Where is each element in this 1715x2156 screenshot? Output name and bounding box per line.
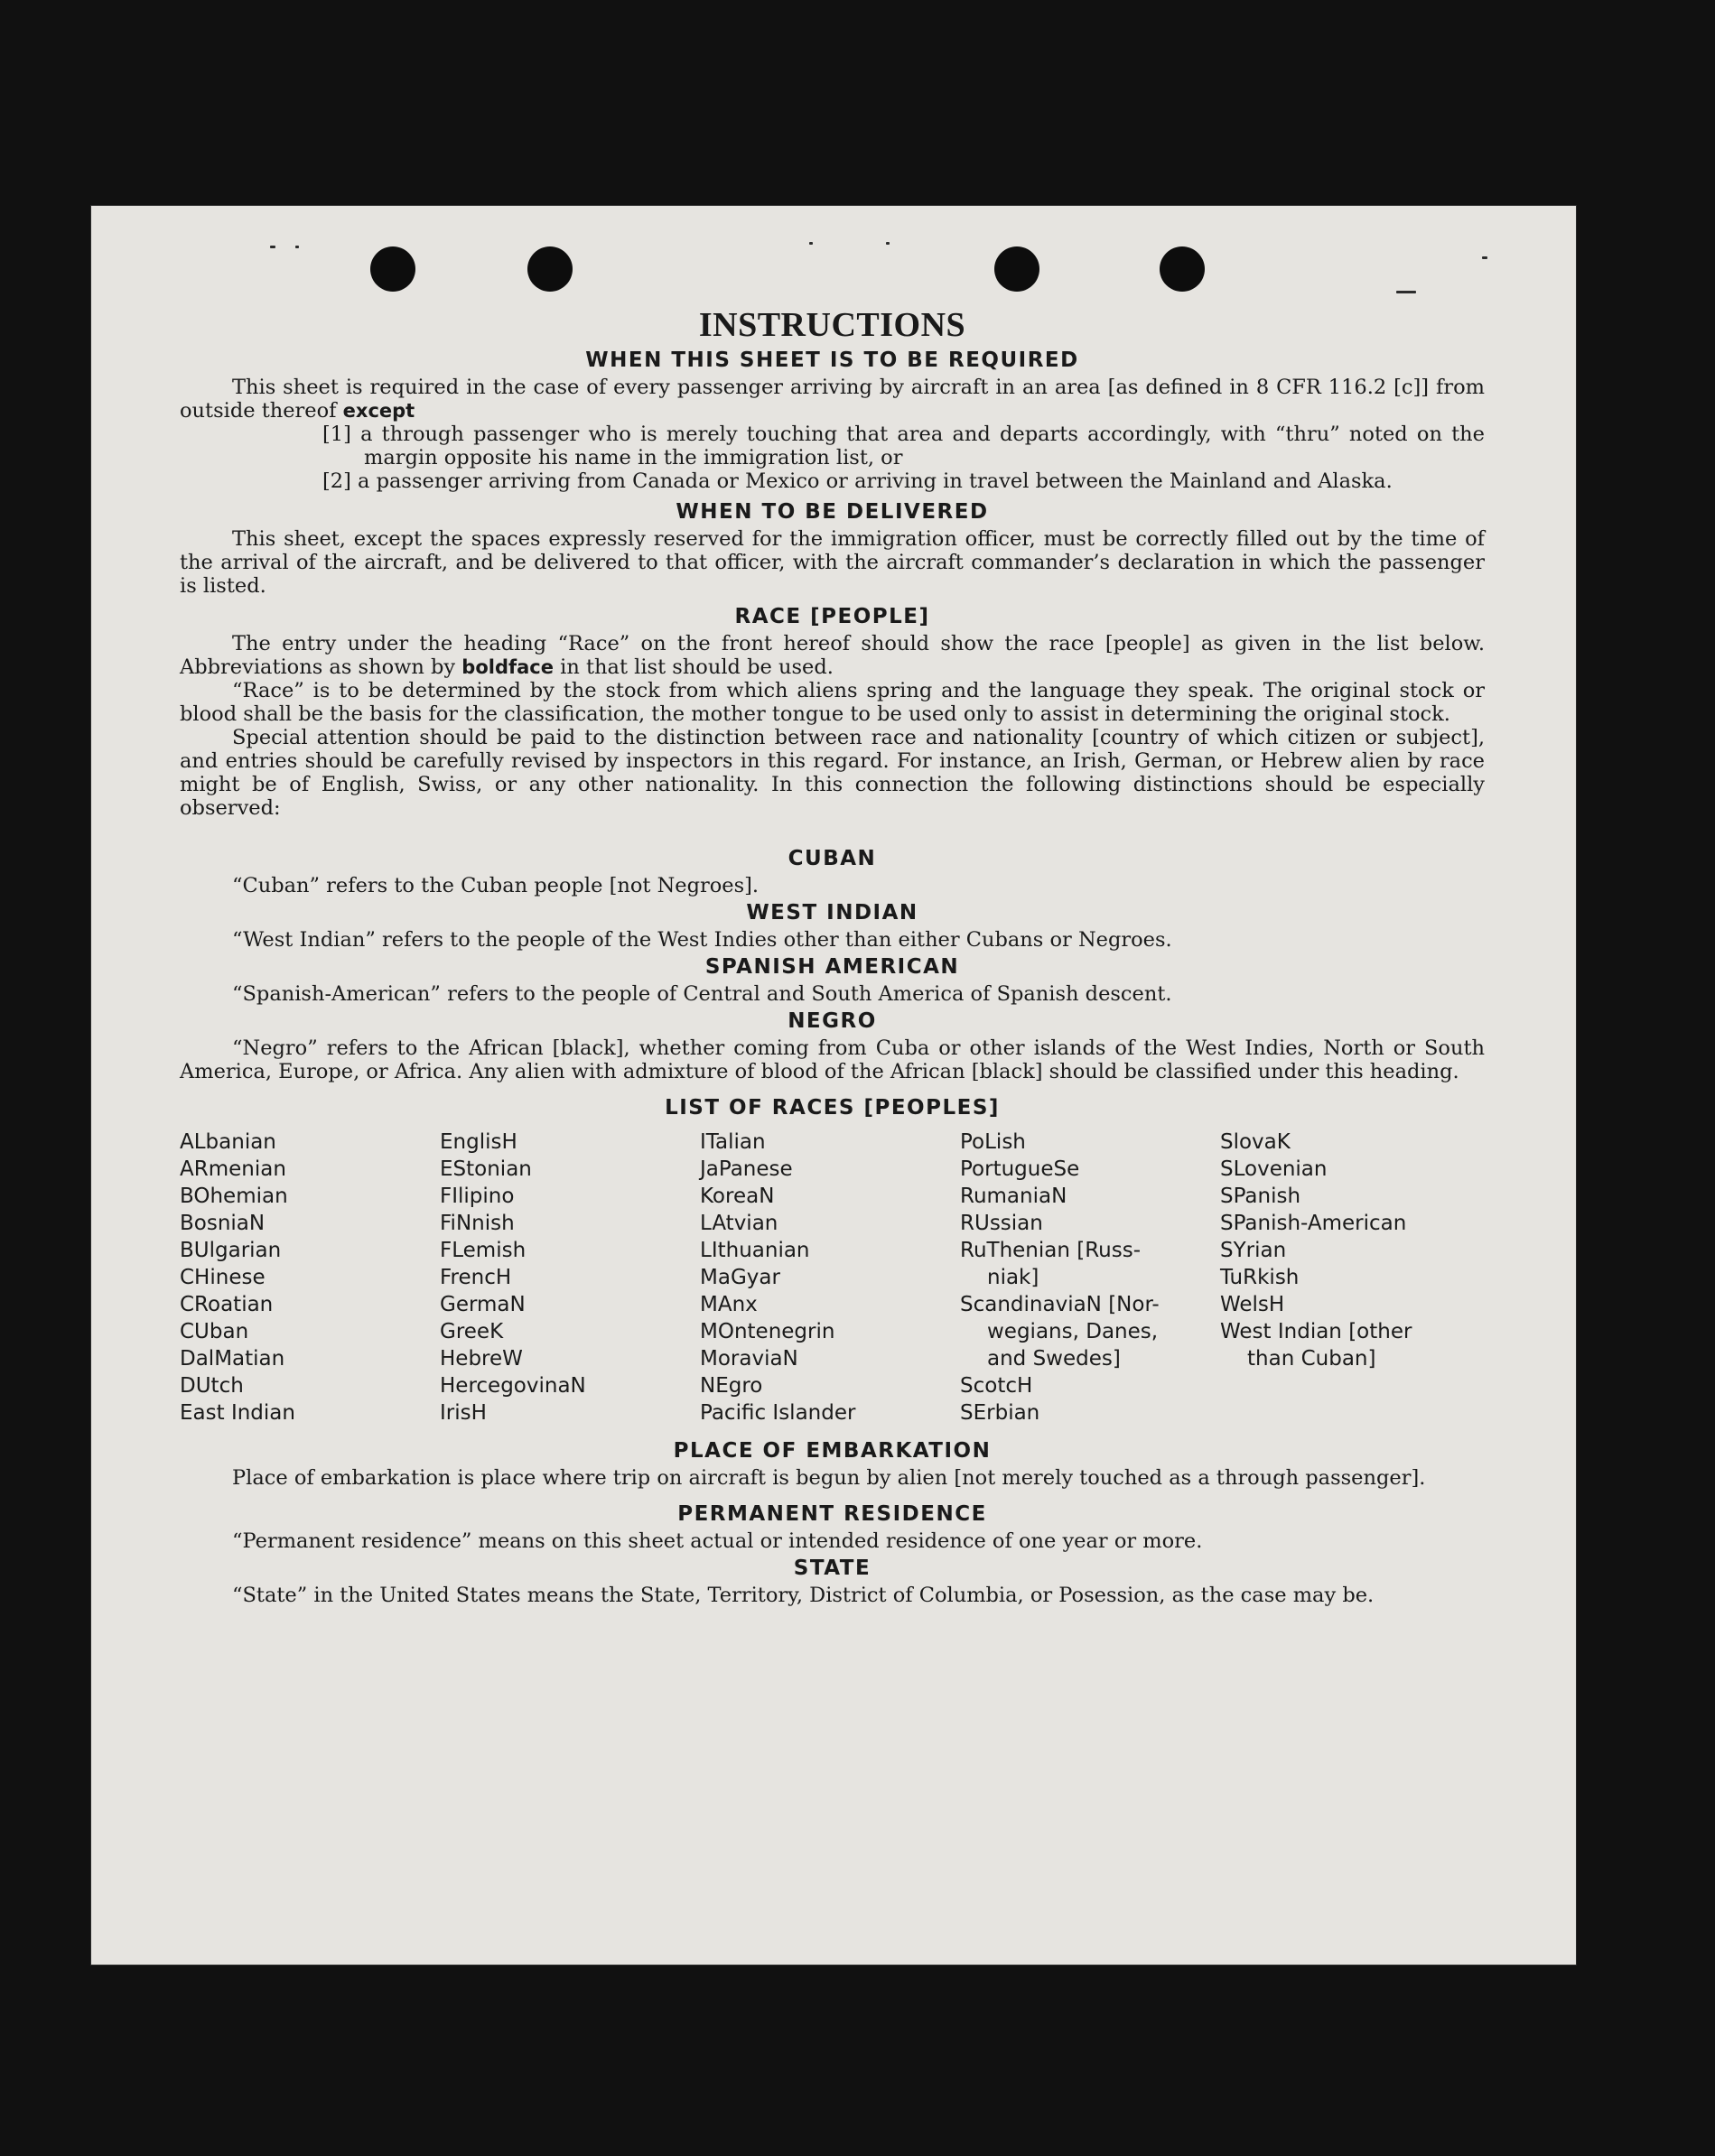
race-item: MoraviaN bbox=[700, 1347, 798, 1371]
race-item: IrisH bbox=[440, 1401, 487, 1425]
race-paragraph-3: Special attention should be paid to the distinction between race and nationality [country of which citizen or subject], and entries should be carefully revised by inspectors in this regard. For instance, an Irish, German, or Hebrew alien by race might be of English, Swiss, or any other nationality. In this connection the following distinctions should be especially observed: bbox=[180, 726, 1485, 820]
heading-cuban: CUBAN bbox=[788, 847, 877, 870]
speck bbox=[886, 242, 890, 245]
race-item: MAnx bbox=[700, 1293, 758, 1316]
when-delivered-text: This sheet, except the spaces expressly reserved for the immigration officer, must be correctly filled out by the time of the arrival of the aircraft, and be delivered to that officer, with the aircraft commander’s declaration in which the passenger is listed. bbox=[180, 527, 1485, 598]
race-item: SPanish bbox=[1220, 1185, 1301, 1208]
race-column-3 bbox=[700, 1129, 960, 1426]
race-item: ScotcH bbox=[960, 1374, 1033, 1398]
race-item: LIthuanian bbox=[700, 1239, 810, 1262]
boldface-word: boldface bbox=[461, 656, 554, 678]
race-item: TuRkish bbox=[1220, 1266, 1300, 1289]
race-item-continued: and Swedes] bbox=[987, 1347, 1121, 1371]
race-item: GermaN bbox=[440, 1293, 526, 1316]
race-column-1 bbox=[180, 1129, 440, 1426]
race-item: MaGyar bbox=[700, 1266, 780, 1289]
race-item: WelsH bbox=[1220, 1293, 1285, 1316]
race-item: BOhemian bbox=[180, 1185, 288, 1208]
race-item: BUlgarian bbox=[180, 1239, 282, 1262]
race-item: JaPanese bbox=[700, 1157, 793, 1181]
race-item: Pacific Islander bbox=[700, 1401, 856, 1425]
spanish-american-text: “Spanish-American” refers to the people of Central and South America of Spanish descent. bbox=[232, 982, 1172, 1006]
race-item: RUssian bbox=[960, 1212, 1043, 1235]
page-title: INSTRUCTIONS bbox=[698, 306, 966, 344]
residence-text: “Permanent residence” means on this sheet actual or intended residence of one year or more. bbox=[232, 1529, 1203, 1553]
instructions-content bbox=[180, 305, 1485, 1607]
west-indian-text: “West Indian” refers to the people of the West Indies other than either Cubans or Negroes. bbox=[232, 928, 1172, 952]
race-item: HercegovinaN bbox=[440, 1374, 586, 1398]
document-sheet bbox=[91, 206, 1576, 1965]
race-column-2 bbox=[440, 1129, 700, 1426]
race-paragraph-1: The entry under the heading “Race” on the front hereof should show the race [people] as given in the list below. Abbreviations as shown by boldface in that list should be used. bbox=[180, 632, 1485, 679]
race-item: SPanish-American bbox=[1220, 1212, 1407, 1235]
cuban-text: “Cuban” refers to the Cuban people [not Negroes]. bbox=[232, 874, 760, 897]
heading-race: RACE [PEOPLE] bbox=[734, 605, 930, 628]
race-item: FrencH bbox=[440, 1266, 512, 1289]
race-item: ARmenian bbox=[180, 1157, 286, 1181]
race-item: DalMatian bbox=[180, 1347, 285, 1371]
when-required-item-1: [1] a through passenger who is merely touching that area and departs accordingly, with “thru” noted on the margin opposite his name in the immigration list, or bbox=[322, 423, 1485, 469]
heading-west-indian: WEST INDIAN bbox=[746, 901, 918, 925]
except-word: except bbox=[342, 400, 415, 422]
race-item: BosniaN bbox=[180, 1212, 266, 1235]
speck bbox=[809, 242, 813, 245]
race-item-continued: than Cuban] bbox=[1247, 1347, 1376, 1371]
punch-hole-4 bbox=[1160, 246, 1205, 292]
race-item: SErbian bbox=[960, 1401, 1040, 1425]
heading-spanish-american: SPANISH AMERICAN bbox=[704, 955, 960, 979]
race-paragraph-2: “Race” is to be determined by the stock from which aliens spring and the language they speak. The original stock or blood shall be the basis for the classification, the mother tongue to be used only to assist in determining the original stock. bbox=[180, 679, 1485, 726]
race-item: EnglisH bbox=[440, 1130, 517, 1154]
race-item: KoreaN bbox=[700, 1185, 775, 1208]
race-item: CHinese bbox=[180, 1266, 266, 1289]
race-item: ALbanian bbox=[180, 1130, 276, 1154]
race-item: ScandinaviaN [Nor- bbox=[960, 1293, 1160, 1316]
race-item: DUtch bbox=[180, 1374, 244, 1398]
race-item-continued: wegians, Danes, bbox=[987, 1320, 1159, 1343]
negro-text: “Negro” refers to the African [black], whether coming from Cuba or other islands of the West Indies, North or South America, Europe, or Africa. Any alien with admixture of blood of the African [black] should be classified under this heading. bbox=[180, 1036, 1485, 1083]
race-item: SlovaK bbox=[1220, 1130, 1291, 1154]
race-item: CUban bbox=[180, 1320, 249, 1343]
race-item-continued: niak] bbox=[987, 1266, 1039, 1289]
race-item: SYrian bbox=[1220, 1239, 1287, 1262]
heading-place-of-embarkation: PLACE OF EMBARKATION bbox=[673, 1439, 992, 1463]
punch-hole-1 bbox=[370, 246, 415, 292]
heading-state: STATE bbox=[793, 1557, 871, 1580]
punch-hole-2 bbox=[527, 246, 573, 292]
heading-when-delivered: WHEN TO BE DELIVERED bbox=[676, 500, 989, 524]
heading-list-of-races: LIST OF RACES [PEOPLES] bbox=[665, 1096, 1000, 1120]
race-list bbox=[180, 1129, 1485, 1426]
when-required-item-2: [2] a passenger arriving from Canada or Mexico or arriving in travel between the Mainland and Alaska. bbox=[322, 469, 1393, 493]
speck bbox=[295, 246, 299, 248]
race-item: LAtvian bbox=[700, 1212, 778, 1235]
race-item: East Indian bbox=[180, 1401, 295, 1425]
race-item: RuThenian [Russ- bbox=[960, 1239, 1142, 1262]
race-item: ITalian bbox=[700, 1130, 766, 1154]
race-item: RumaniaN bbox=[960, 1185, 1067, 1208]
race-item: FLemish bbox=[440, 1239, 527, 1262]
when-required-intro: This sheet is required in the case of every passenger arriving by aircraft in an area [as defined in 8 CFR 116.2 [c]] from outside thereof except bbox=[180, 376, 1485, 423]
speck bbox=[1396, 291, 1416, 293]
race-item: CRoatian bbox=[180, 1293, 274, 1316]
race-column-5 bbox=[1220, 1129, 1480, 1426]
race-item: GreeK bbox=[440, 1320, 504, 1343]
heading-when-required: WHEN THIS SHEET IS TO BE REQUIRED bbox=[585, 348, 1079, 372]
race-item: MOntenegrin bbox=[700, 1320, 835, 1343]
race-item: FiNnish bbox=[440, 1212, 515, 1235]
race-item: EStonian bbox=[440, 1157, 532, 1181]
race-column-4 bbox=[960, 1129, 1220, 1426]
heading-negro: NEGRO bbox=[788, 1009, 877, 1033]
speck bbox=[1482, 256, 1487, 259]
race-item: FIlipino bbox=[440, 1185, 515, 1208]
punch-hole-3 bbox=[994, 246, 1039, 292]
race-item: PoLish bbox=[960, 1130, 1026, 1154]
race-item: PortugueSe bbox=[960, 1157, 1080, 1181]
race-item: West Indian [other bbox=[1220, 1320, 1412, 1343]
speck bbox=[270, 246, 275, 248]
embarkation-text: Place of embarkation is place where trip on aircraft is begun by alien [not merely touched as a through passenger]. bbox=[232, 1466, 1426, 1490]
race-item: SLovenian bbox=[1220, 1157, 1328, 1181]
race-item: NEgro bbox=[700, 1374, 763, 1398]
heading-permanent-residence: PERMANENT RESIDENCE bbox=[677, 1502, 987, 1526]
state-text: “State” in the United States means the State, Territory, District of Columbia, or Posession, as the case may be. bbox=[232, 1584, 1375, 1607]
race-item: HebreW bbox=[440, 1347, 523, 1371]
